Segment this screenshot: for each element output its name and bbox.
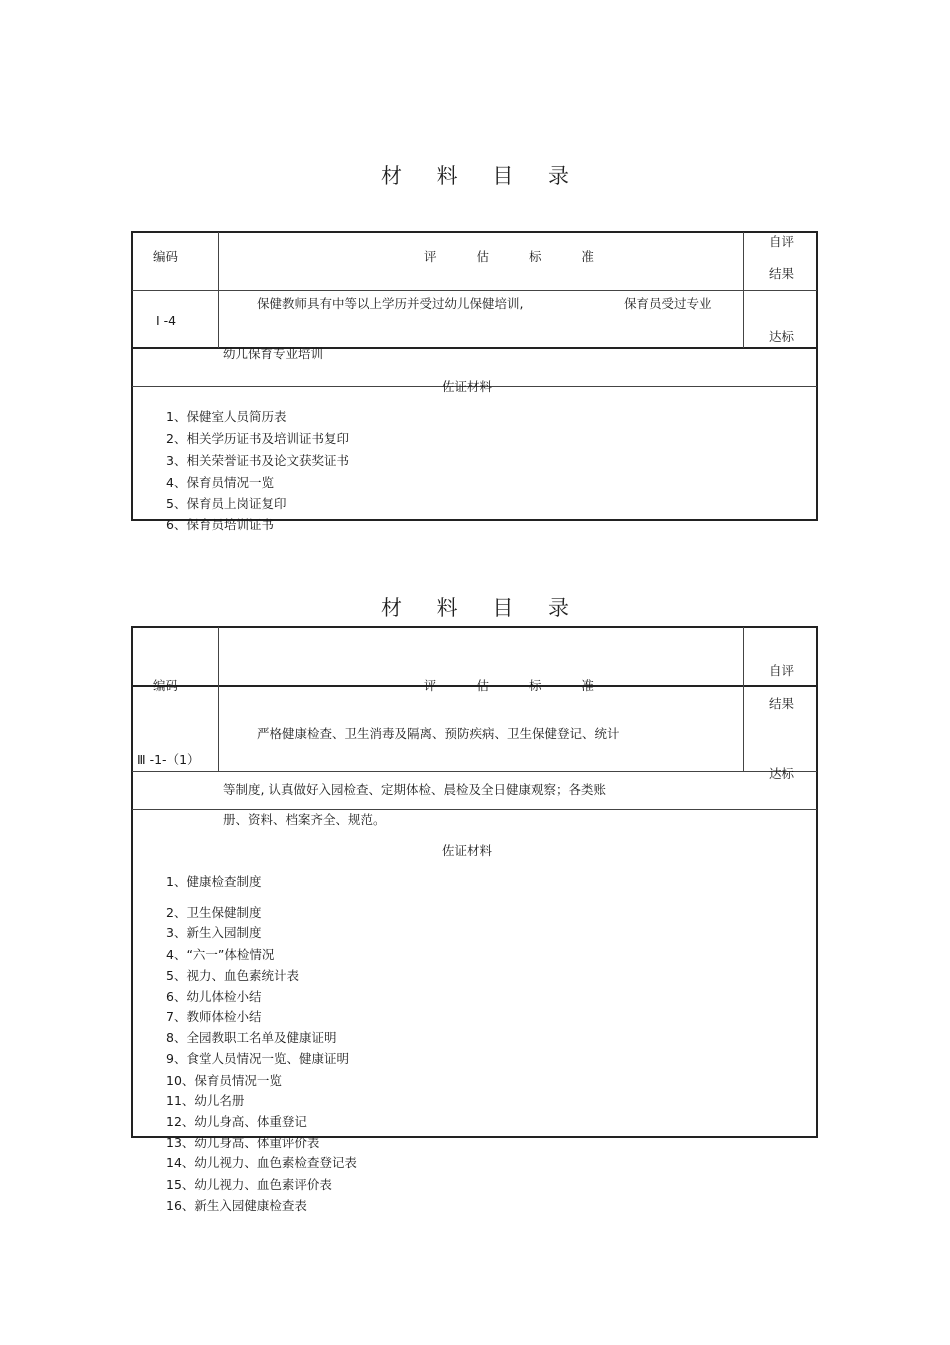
column-divider — [218, 232, 219, 348]
item-code: Ⅲ -1-（1） — [137, 752, 200, 767]
row-divider — [132, 809, 817, 810]
item-code: Ⅰ -4 — [156, 313, 177, 328]
list-item: 14、幼儿视力、血色素检查登记表 — [166, 1155, 357, 1170]
list-item: 5、视力、血色素统计表 — [166, 968, 299, 983]
result-text: 达标 — [769, 329, 795, 344]
list-item: 13、幼儿身高、体重评价表 — [166, 1135, 320, 1150]
section-1-title: 材 料 目 录 — [380, 164, 584, 188]
result-text: 达标 — [769, 766, 795, 781]
header-standard: 评 估 标 准 — [424, 249, 612, 264]
list-item: 10、保育员情况一览 — [166, 1073, 282, 1088]
list-item: 7、教师体检小结 — [166, 1009, 262, 1024]
evidence-label: 佐证材料 — [442, 379, 493, 394]
header-result-line2: 结果 — [769, 266, 795, 281]
header-result-line2: 结果 — [769, 696, 795, 711]
list-item: 3、新生入园制度 — [166, 925, 262, 940]
column-divider — [743, 627, 744, 772]
row-divider — [132, 771, 817, 772]
section-2-title: 材 料 目 录 — [380, 596, 584, 620]
list-item: 4、保育员情况一览 — [166, 475, 274, 490]
column-divider — [218, 627, 219, 772]
list-item: 16、新生入园健康检查表 — [166, 1198, 307, 1213]
standard-text-line3: 册、资料、档案齐全、规范。 — [223, 812, 386, 827]
list-item: 11、幼儿名册 — [166, 1093, 245, 1108]
column-divider — [743, 232, 744, 348]
list-item: 4、“六一”体检情况 — [166, 947, 275, 962]
list-item: 12、幼儿身高、体重登记 — [166, 1114, 307, 1129]
list-item: 6、幼儿体检小结 — [166, 989, 262, 1004]
evidence-label: 佐证材料 — [442, 843, 493, 858]
list-item: 9、食堂人员情况一览、健康证明 — [166, 1051, 349, 1066]
standard-text-line2: 幼儿保育专业培训 — [223, 346, 324, 361]
list-item: 3、相关荣誉证书及论文获奖证书 — [166, 453, 349, 468]
header-result-line1: 自评 — [769, 234, 795, 249]
standard-text-line1-a: 保健教师具有中等以上学历并受过幼儿保健培训, — [257, 296, 524, 311]
header-code: 编码 — [153, 678, 179, 693]
list-item: 6、保育员培训证书 — [166, 517, 274, 532]
list-item: 2、卫生保健制度 — [166, 905, 262, 920]
list-item: 5、保育员上岗证复印 — [166, 496, 287, 511]
header-code: 编码 — [153, 249, 179, 264]
row-divider — [132, 290, 817, 291]
header-standard: 评 估 标 准 — [424, 678, 612, 693]
standard-text-line1: 严格健康检查、卫生消毒及隔离、预防疾病、卫生保健登记、统计 — [257, 726, 620, 741]
list-item: 2、相关学历证书及培训证书复印 — [166, 431, 349, 446]
list-item: 8、全园教职工名单及健康证明 — [166, 1030, 337, 1045]
standard-text-line1-b: 保育员受过专业 — [624, 296, 712, 311]
list-item: 1、保健室人员简历表 — [166, 409, 287, 424]
list-item: 1、健康检查制度 — [166, 874, 262, 889]
standard-text-line2: 等制度, 认真做好入园检查、定期体检、晨检及全日健康观察；各类账 — [223, 782, 606, 797]
list-item: 15、幼儿视力、血色素评价表 — [166, 1177, 332, 1192]
header-result-line1: 自评 — [769, 663, 795, 678]
